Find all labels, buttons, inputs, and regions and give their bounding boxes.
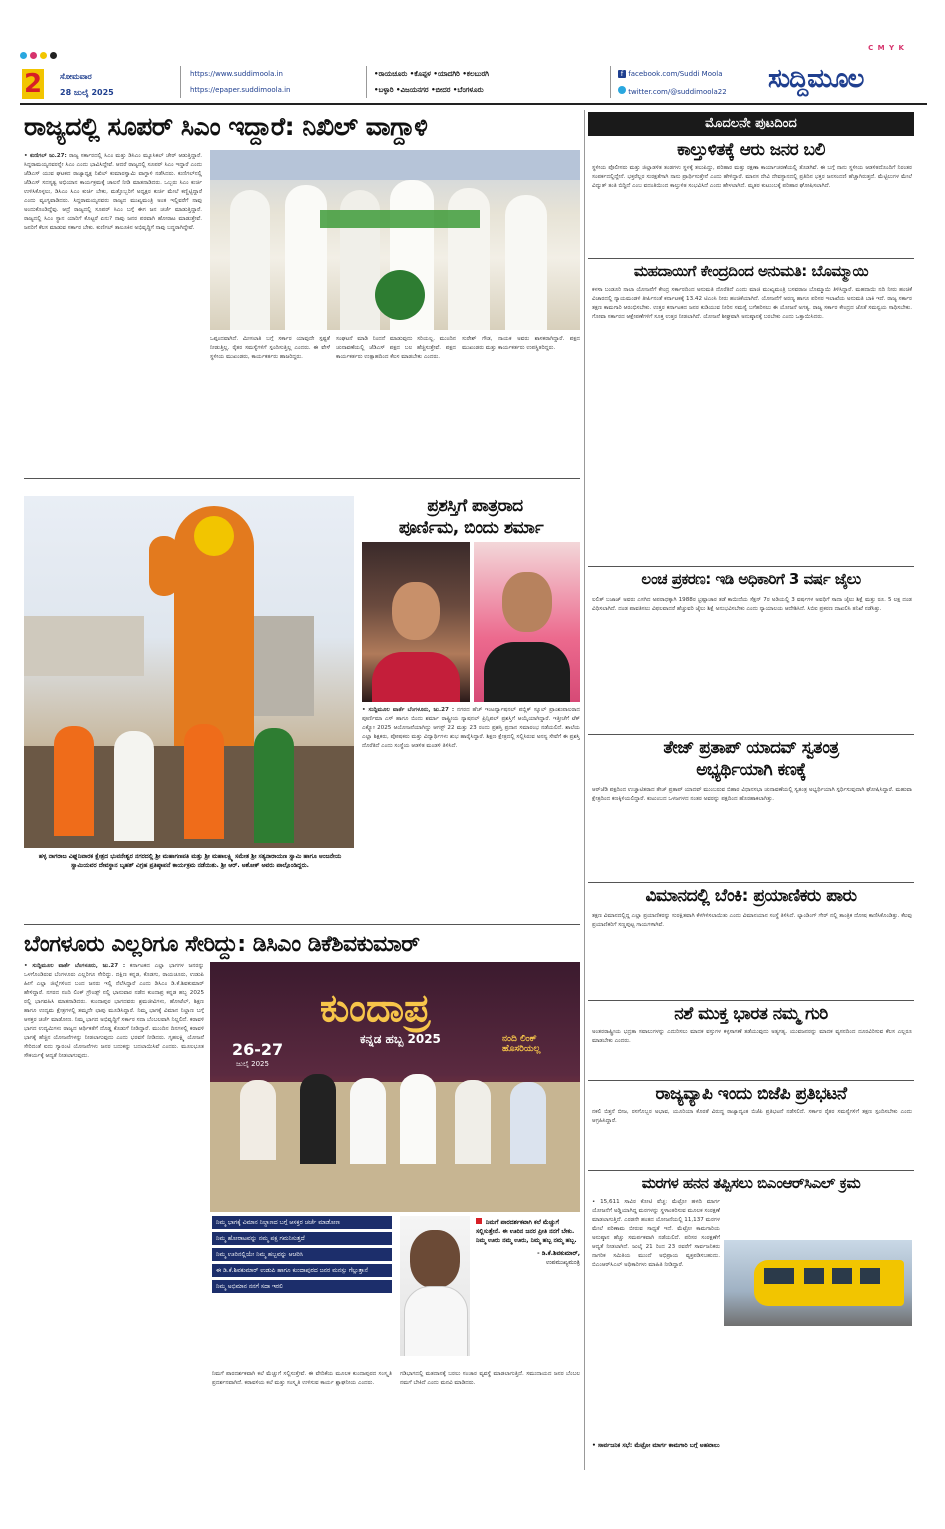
website-link[interactable]: https://www.suddimoola.in <box>190 70 283 78</box>
header-divider-1 <box>180 66 181 98</box>
lead-dateline: • ಕುಣಿಗಲ್ ಜು.27: <box>24 153 67 159</box>
event-dates: 26-27 <box>232 1040 284 1059</box>
registration-dots <box>20 44 60 63</box>
dks-column-mid: ನಿಮಗೆ ಪಾರದರ್ಶಕವಾಗಿ ಕಲೆ ಮೆಚ್ಚುಗೆ ಸಲ್ಲಿಸುತ್ತೇವೆ. ಈ ವೇದಿಕೆಯ ಮೂಲಕ ಕುಂದಾಪುರದ ಸಂಸ್ಕೃತಿ ಪ್ರದರ್ಶನವಾಗಿದೆ. ಕರಾವಳಿಯ ಕಲೆ ಮತ್ತು ಸಂಸ್ಕೃತಿ ಉಳಿಸುವ ಕಾರ್ಯ ಶ್ಲಾಘನೀಯ ಎಂದರು. <box>212 1371 392 1386</box>
kundapra-event-photo <box>210 962 580 1212</box>
event-banner-subtitle: ಕನ್ನಡ ಹಬ್ಬ 2025 <box>360 1032 441 1046</box>
sidebar-rule-5 <box>588 1000 914 1001</box>
cyan-dot <box>20 52 27 59</box>
lead-bottom-rule <box>24 478 580 479</box>
dks-quote: ನಿಮಗೆ ಪಾರದರ್ಶಕವಾಗಿ ಕಲೆ ಮೆಚ್ಚುಗೆ ಸಲ್ಲಿಸುತ್ತೇನೆ. ಈ ಊರಿನ ಜನರ ಪ್ರೀತಿ ನನಗೆ ಬೇಕು. ನಿಮ್ಮ ಊರು ನಮ್ಮ ಊರು, ನಿಮ್ಮ ಹಬ್ಬ ನಮ್ಮ ಹಬ್ಬ. <box>476 1219 577 1244</box>
sidebar-rule-4 <box>588 882 914 883</box>
event-banner-title: ಕುಂದಾಪ್ರ <box>320 986 431 1030</box>
temple-photo <box>24 496 354 848</box>
sidebar-rule-7 <box>588 1170 914 1171</box>
twitter-handle: twitter.com/@suddimoola22 <box>628 88 727 96</box>
lead-headline: ರಾಜ್ಯದಲ್ಲಿ ಸೂಪರ್ ಸಿಎಂ ಇದ್ದಾರೆ: ನಿಖಿಲ್ ವಾಗ್ದಾಳಿ <box>24 112 428 141</box>
yellow-dot <box>40 52 47 59</box>
issue-day: ಸೋಮವಾರ <box>60 72 92 81</box>
sidebar-body-3: ಲಲಿತ್ ಬಜಾಜ್ ಅವರು ಎಸಗಿದ ಅಪರಾಧಕ್ಕಾಗಿ 1988ರ ಭ್ರಷ್ಟಾಚಾರ ತಡೆ ಕಾಯಿದೆಯ ಸೆಕ್ಷನ್ 7ರ ಅಡಿಯಲ್ಲಿ 3 ವರ್ಷಗಳ ಅವಧಿಗೆ ಸಾದಾ ಜೈಲು ಶಿಕ್ಷೆ ಮತ್ತು ರೂ. 5 ಲಕ್ಷ ದಂಡ ವಿಧಿಸಲಾಗಿದೆ. ದಂಡ ಪಾವತಿಸಲು ವಿಫಲವಾದರೆ ಹೆಚ್ಚುವರಿ ಜೈಲು ಶಿಕ್ಷೆ ಅನುಭವಿಸಬೇಕು ಎಂದು ನ್ಯಾಯಾಲಯ ಆದೇಶಿಸಿದೆ. ಸಿಬಿಐ ಪ್ರಕರಣ ದಾಖಲಿಸಿ ತನಿಖೆ ನಡೆಸಿತ್ತು. <box>592 597 912 612</box>
sidebar-headline-5: ವಿಮಾನದಲ್ಲಿ ಬೆಂಕಿ: ಪ್ರಯಾಣಿಕರು ಪಾರು <box>645 886 857 906</box>
dks-column-right: ಗಡಿಭಾಗದಲ್ಲಿ ಮತದಾನಕ್ಕೆ ಬರಲು ಸಂಚಾರ ವ್ಯವಸ್ಥೆ ಮಾಡಲಾಗುತ್ತಿದೆ. ಸಮುದಾಯದ ಜನರ ಬೆಂಬಲ ನಮಗೆ ಬೇಕಿದೆ ಎಂದು ಮನವಿ ಮಾಡಿದರು. <box>400 1371 580 1386</box>
metro-train-photo <box>724 1240 912 1326</box>
lead-column-2: ಒಪ್ಪಂದವಾಗಿದೆ. ಮೀಸಲಾತಿ ಬಗ್ಗೆ ಸರ್ಕಾರ ಯಾವುದೇ ಸ್ಪಷ್ಟತೆ ನೀಡುತ್ತಿಲ್ಲ. ರೈತರ ಸಮಸ್ಯೆಗಳಿಗೆ ಸ್ಪಂದಿಸುತ್ತಿಲ್ಲ ಎಂದರು. ಈ ವೇಳೆ ಸ್ಥಳೀಯ ಮುಖಂಡರು, ಕಾರ್ಯಕರ್ತರು ಹಾಜರಿದ್ದರು. <box>210 336 330 360</box>
dks-body: ಕರ್ನಾಟಕದ ಎಲ್ಲಾ ಭಾಗಗಳ ಜನರನ್ನು ಒಳಗೊಂಡಿರುವ ಬೆಂಗಳೂರು ಎಲ್ಲರಿಗೂ ಸೇರಿದ್ದು. ದಕ್ಷಿಣ ಕನ್ನಡ, ಕೊಡಗು, ರಾಯಚೂರು, ಉಡುಪಿ ಹೀಗೆ ಎಲ್ಲಾ ಜಿಲ್ಲೆಗಳಿಂದ ಬಂದ ಜನರು ಇಲ್ಲಿ ನೆಲೆಸಿದ್ದಾರೆ ಎಂದು ಡಿಸಿಎಂ ಡಿ.ಕೆ.ಶಿವಕುಮಾರ್ ಹೇಳಿದ್ದಾರೆ. ನಗರದ ನಂದಿ ಲಿಂಕ್ ಗ್ರೌಂಡ್ಸ್ ನಲ್ಲಿ ಭಾನುವಾರ ನಡೆದ ಕುಂದಾಪ್ರ ಕನ್ನಡ ಹಬ್ಬ 2025 ರಲ್ಲಿ ಭಾಗವಹಿಸಿ ಮಾತನಾಡಿದರು. ಕುಂದಾಪುರ ಭಾಗದವರು ಶ್ರಮಜೀವಿಗಳು, ಹೋಟೆಲ್, ಶಿಕ್ಷಣ ಹಾಗೂ ಉದ್ಯಮ ಕ್ಷೇತ್ರಗಳಲ್ಲಿ ತಮ್ಮದೇ ಛಾಪು ಮೂಡಿಸಿದ್ದಾರೆ. ನಿಮ್ಮ ಭಾಗಕ್ಕೆ ವಿಮಾನ ನಿಲ್ದಾಣ ಬಗ್ಗೆ ಆಸಕ್ತರ ಚರ್ಚೆ ಮಾಡೋಣ. ನಿಮ್ಮ ಭಾಗದ ಅಭಿವೃದ್ಧಿಗೆ ಸರ್ಕಾರ ಸದಾ ಬೆಂಬಲವಾಗಿ ನಿಲ್ಲಲಿದೆ. ಕರಾವಳಿ ಭಾಗದ ಉದ್ಯಮಿಗಳು ರಾಜ್ಯದ ಆರ್ಥಿಕತೆಗೆ ದೊಡ್ಡ ಕೊಡುಗೆ ನೀಡಿದ್ದಾರೆ. ಮುಂದಿನ ದಿನಗಳಲ್ಲಿ ಕರಾವಳಿ ಭಾಗಕ್ಕೆ ಹೆಚ್ಚಿನ ಯೋಜನೆಗಳನ್ನು ನೀಡಲಾಗುವುದು ಎಂದು ಭರವಸೆ ನೀಡಿದರು. ಗೃಹಲಕ್ಷ್ಮಿ ಯೋಜನೆ ಸೇರಿದಂತೆ ಐದು ಗ್ಯಾರಂಟಿ ಯೋಜನೆಗಳು ಜನರ ಬದುಕನ್ನು ಬದಲಾಯಿಸಿವೆ ಎಂದರು. ಮೂಲಭೂತ ಸೌಕರ್ಯಕ್ಕೆ ಆದ್ಯತೆ ನೀಡಲಾಗುವುದು. <box>24 963 204 1059</box>
award-dateline: • ಸುದ್ದಿಮೂಲ ವಾರ್ತೆ ಬೆಂಗಳೂರು, ಜು.27 : <box>362 707 455 713</box>
brand-logo: ಸುದ್ದಿಮೂಲ <box>768 64 864 94</box>
sidebar-footer-note: • ಸಾರ್ವಜನಿಕ ಸಭೆ: ಮೆಟ್ರೋ ಮಾರ್ಗ ಕಾಮಗಾರಿ ಬಗ್ಗೆ ಅಹವಾಲು <box>592 1442 720 1449</box>
sidebar-headline-8: ಮರಗಳ ಹನನ ತಪ್ಪಿಸಲು ಬಿಎಂಆರ್‌ಸಿಎಲ್ ಕ್ರಮ <box>641 1174 861 1192</box>
award-headline-line-2: ಪೂರ್ಣಿಮ, ಬಿಂದು ಶರ್ಮಾ <box>398 518 544 538</box>
purnima-portrait <box>362 542 470 702</box>
sidebar-rule-3 <box>588 734 914 735</box>
sidebar-body-2: ಕಳಸಾ ಬಂಡೂರಿ ನಾಲಾ ಯೋಜನೆಗೆ ಕೇಂದ್ರ ಸರ್ಕಾರದಿಂದ ಅನುಮತಿ ದೊರೆತಿದೆ ಎಂದು ಮಾಜಿ ಮುಖ್ಯಮಂತ್ರಿ ಬಸವರಾಜ ಬೊಮ್ಮಾಯಿ ತಿಳಿಸಿದ್ದಾರೆ. ಮಹದಾಯಿ ನದಿ ನೀರು ಹಂಚಿಕೆ ವಿಚಾರದಲ್ಲಿ ನ್ಯಾಯಮಂಡಳಿ ತೀರ್ಪಿನಂತೆ ಕರ್ನಾಟಕಕ್ಕೆ 13.42 ಟಿಎಂಸಿ ನೀರು ಹಂಚಿಕೆಯಾಗಿದೆ. ಯೋಜನೆಗೆ ಅರಣ್ಯ ಹಾಗೂ ಪರಿಸರ ಇಲಾಖೆಯ ಅನುಮತಿ ಬಾಕಿ ಇದೆ. ರಾಜ್ಯ ಸರ್ಕಾರ ತಕ್ಷಣ ಕಾಮಗಾರಿ ಆರಂಭಿಸಬೇಕು. ಉತ್ತರ ಕರ್ನಾಟಕದ ಜನರ ಕುಡಿಯುವ ನೀರಿನ ಸಮಸ್ಯೆ ಬಗೆಹರಿಸಲು ಈ ಯೋಜನೆ ಅಗತ್ಯ. ರಾಜ್ಯ ಸರ್ಕಾರ ಕೇಂದ್ರದ ಜೊತೆ ಸಮನ್ವಯ ಸಾಧಿಸಬೇಕು. ಗೋವಾ ಸರ್ಕಾರದ ಆಕ್ಷೇಪಣೆಗಳಿಗೆ ಸೂಕ್ತ ಉತ್ತರ ನೀಡಲಾಗಿದೆ. ಯೋಜನೆ ಶೀಘ್ರವಾಗಿ ಅನುಷ್ಠಾನಕ್ಕೆ ಬರಬೇಕು ಎಂದು ಒತ್ತಾಯಿಸಿದರು. <box>592 287 912 320</box>
temple-photo-caption: ಹಳ್ಳ ನಾಗರಾಜ ವಿಘ್ನನಿವಾರಕ ಕ್ಷೇತ್ರದ ಭುವನೇಶ್ವರ ನಗರದಲ್ಲಿ ಶ್ರೀ ಮಹಾಗಣಪತಿ ಮತ್ತು ಶ್ರೀ ಮಹಾಲಕ್ಷ್ಮಿ ಸಮೇತ ಶ್ರೀ ಸತ್ಯನಾರಾಯಣ ಸ್ವಾಮಿ ಹಾಗೂ ಆಂಜನೇಯ ಸ್ವಾಮಿಯವರ ದೇವಸ್ಥಾನ ಬೃಹತ್ ವಿಗ್ರಹ ಪ್ರತಿಷ್ಠಾಪನೆ ಕಾರ್ಯಕ್ರಮ ನಡೆಯಿತು. ಶ್ರೀ ಆರ್. ಅಶೋಕ್ ಅವರು ಪಾಲ್ಗೊಂಡಿದ್ದರು. <box>38 853 342 869</box>
dks-bullet-5: ನಿಮ್ಮ ಅಭಿಮಾನ ನನಗೆ ಸದಾ ಇರಲಿ <box>212 1280 392 1293</box>
dks-quote-author: - ಡಿ.ಕೆ.ಶಿವಕುಮಾರ್, <box>537 1250 580 1257</box>
sidebar-headline-4b: ಅಭ್ಯರ್ಥಿಯಾಗಿ ಕಣಕ್ಕೆ <box>696 760 806 780</box>
facebook-handle: facebook.com/Suddi Moola <box>628 70 723 78</box>
twitter-icon <box>618 86 626 94</box>
dks-bullet-3: ನಿಮ್ಮ ಊರಿನಲ್ಲಿಯೇ ನಿಮ್ಮ ಹಬ್ಬವನ್ನು ಆಚರಿಸಿ <box>212 1248 392 1261</box>
lead-column-1 <box>24 152 202 467</box>
sidebar-rule-6 <box>588 1080 914 1081</box>
sidebar-headline-4a: ತೇಜ್ ಪ್ರತಾಪ್ ಯಾದವ್ ಸ್ವತಂತ್ರ <box>663 738 839 758</box>
editions-line-1: •ರಾಯಚೂರು •ಕೊಪ್ಪಳ •ಯಾದಗಿರಿ •ಕಲಬುರಗಿ <box>374 70 489 78</box>
cmyk-mark: C M Y K <box>868 44 905 52</box>
dks-bullet-2: ನಿಮ್ಮ ಹೋರಾಟವನ್ನು ನಮ್ಮ ಪಕ್ಷ ಗಮನಿಸುತ್ತದೆ <box>212 1232 392 1245</box>
dks-quote-role: ಉಪಮುಖ್ಯಮಂತ್ರಿ <box>545 1259 580 1266</box>
sidebar-body-7: ನಕಲಿ ಬಿತ್ತನೆ ಬೀಜ, ರಸಗೊಬ್ಬರ ಅಭಾವ, ಯೂರಿಯಾ ಕೊರತೆ ವಿರುದ್ಧ ರಾಜ್ಯಾದ್ಯಂತ ಬಿಜೆಪಿ ಪ್ರತಿಭಟನೆ ನಡೆಸಲಿದೆ. ಸರ್ಕಾರ ರೈತರ ಸಮಸ್ಯೆಗಳಿಗೆ ತಕ್ಷಣ ಸ್ಪಂದಿಸಬೇಕು ಎಂದು ಆಗ್ರಹಿಸಿದ್ದಾರೆ. <box>592 1109 912 1124</box>
mid-rule <box>24 924 580 925</box>
sidebar-body-5: ತಕ್ಷಣ ವಿಮಾನದಲ್ಲಿದ್ದ ಎಲ್ಲಾ ಪ್ರಯಾಣಿಕರನ್ನು ಸುರಕ್ಷಿತವಾಗಿ ಕೆಳಗಿಳಿಸಲಾಯಿತು ಎಂದು ವಿಮಾನಯಾನ ಸಂಸ್ಥೆ ತಿಳಿಸಿದೆ. ಲ್ಯಾಂಡಿಂಗ್ ಗೇರ್ ನಲ್ಲಿ ತಾಂತ್ರಿಕ ದೋಷ ಕಾಣಿಸಿಕೊಂಡಿತ್ತು. ಕೆಲವು ಪ್ರಯಾಣಿಕರಿಗೆ ಸಣ್ಣಪುಟ್ಟ ಗಾಯಗಳಾಗಿವೆ. <box>592 913 912 928</box>
black-dot <box>50 52 57 59</box>
sidebar-body-6: ಅಂತರರಾಷ್ಟ್ರೀಯ ಭದ್ರತಾ ಸವಾಲುಗಳನ್ನು ಎದುರಿಸಲು ಮಾದಕ ವಸ್ತುಗಳ ಕಳ್ಳಸಾಗಣೆ ತಡೆಯುವುದು ಅತ್ಯಗತ್ಯ. ಯುವಜನರನ್ನು ಮಾದಕ ವ್ಯಸನದಿಂದ ದೂರವಿರಿಸುವ ಕೆಲಸ ಎಲ್ಲರೂ ಮಾಡಬೇಕು ಎಂದರು. <box>592 1029 912 1044</box>
facebook-icon: f <box>618 70 626 78</box>
dks-bullets <box>212 1216 392 1296</box>
dks-headline: ಬೆಂಗಳೂರು ಎಲ್ಲರಿಗೂ ಸೇರಿದ್ದು: ಡಿಸಿಎಂ ಡಿಕೆಶಿವಕುಮಾರ್ <box>24 932 420 957</box>
award-body <box>362 706 580 886</box>
dks-portrait <box>400 1216 470 1356</box>
sidebar-headline-2: ಮಹದಾಯಿಗೆ ಕೇಂದ್ರದಿಂದ ಅನುಮತಿ: ಬೊಮ್ಮಾಯಿ <box>633 262 869 280</box>
header-divider-2 <box>366 66 367 98</box>
twitter-row[interactable] <box>618 86 727 96</box>
dks-bullet-1: ನಿಮ್ಮ ಭಾಗಕ್ಕೆ ವಿಮಾನ ನಿಲ್ದಾಣದ ಬಗ್ಗೆ ಆಸಕ್ತರ ಚರ್ಚೆ ಮಾಡೋಣ <box>212 1216 392 1229</box>
lead-column-3: ಸಂಘಟನೆ ಮಾಡಿ ನಿಂದನೆ ಮಾಡುವುದು ಸರಿಯಲ್ಲ. ಮುಂದಿನ ಚುನಾವಣೆಯಲ್ಲಿ ಜೆಡಿಎಸ್ ಪಕ್ಷದ ಬಲ ಹೆಚ್ಚಿಸುತ್ತೇವೆ. ಪಕ್ಷದ ಕಾರ್ಯಕರ್ತರು ಉತ್ಸಾಹದಿಂದ ಕೆಲಸ ಮಾಡಬೇಕು ಎಂದರು. <box>336 336 456 360</box>
lead-body-1: ರಾಜ್ಯ ಸರ್ಕಾರದಲ್ಲಿ ಸಿಎಂ ಮತ್ತು ಡಿಸಿಎಂ ಮ್ಯೂಸಿಕಲ್ ಚೇರ್ ಆಡುತ್ತಿದ್ದಾರೆ. ಸಿದ್ದರಾಮಯ್ಯನವರನ್ನೇ ಸಿಎಂ ಎಂದು ಭಾವಿಸಿದ್ದೇವೆ. ಆದರೆ ರಾಜ್ಯದಲ್ಲಿ ಸೂಪರ್ ಸಿಎಂ ಇದ್ದಾರೆ ಎಂದು ಜೆಡಿಎಸ್ ಯುವ ಘಟಕದ ರಾಜ್ಯಾಧ್ಯಕ್ಷ ನಿಖಿಲ್ ಕುಮಾರಸ್ವಾಮಿ ವಾಗ್ದಾಳಿ ನಡೆಸಿದರು. ಕುಣಿಗಲ್‌ನಲ್ಲಿ ಜೆಡಿಎಸ್ ಸದಸ್ಯತ್ವ ಅಭಿಯಾನ ಕಾರ್ಯಕ್ರಮಕ್ಕೆ ಚಾಲನೆ ನೀಡಿ ಮಾತನಾಡಿದರು. ಒಬ್ಬರು ಸಿಎಂ ಕುರ್ಚಿ ಉಳಿಸಿಕೊಳ್ಳಲು, ಡಿಸಿಎಂ ಸಿಎಂ ಕುರ್ಚಿ ಬೇಕು, ಮತ್ತೊಬ್ಬರಿಗೆ ಅಧ್ಯಕ್ಷರ ಕುರ್ಚಿ ಮೇಲೆ ಕಣ್ಣಿಟ್ಟಿದ್ದಾರೆ ಎಂದು ವ್ಯಂಗ್ಯವಾಡಿದರು. ಸಿದ್ದರಾಮಯ್ಯನವರು ರಾಜ್ಯದ ಮುಖ್ಯಮಂತ್ರಿ ಅಂತ ಇಲ್ಲಿವರೆಗೆ ನಾವು ಅಂದುಕೊಂಡಿದ್ದೆವು. ಆದ್ರೆ ರಾಜ್ಯದಲ್ಲಿ ಸೂಪರ್ ಸಿಎಂ ಬಗ್ಗೆ ಈಗ ಜನ ಚರ್ಚೆ ಮಾಡುತ್ತಿದ್ದಾರೆ. ರಾಜ್ಯದಲ್ಲಿ ಸಿಎಂ ಸ್ಥಾನ ಯಾರಿಗೆ ಕೊಟ್ಟರೆ ಏನು? ನಾವು ಜನರ ಪರವಾಗಿ ಹೋರಾಟ ಮಾಡುತ್ತೇವೆ. ಜನರಿಗೆ ಕೆಲಸ ಮಾಡುವ ಸರ್ಕಾರ ಬೇಕು. ಕುಣಿಗಲ್ ತಾಲೂಕಿನ ಅಭಿವೃದ್ಧಿಗೆ ನಾವು ಬದ್ಧರಾಗಿದ್ದೇವೆ. <box>24 153 202 231</box>
quote-icon <box>476 1218 482 1224</box>
lead-column-4: ಸುರೇಶ್ ಗೌಡ, ನಾಯಕ ಅವರು ಶಾಸಕರಾಗಿದ್ದಾರೆ. ಪಕ್ಷದ ಮುಖಂಡರು ಮತ್ತು ಕಾರ್ಯಕರ್ತರು ಉಪಸ್ಥಿತರಿದ್ದರು. <box>462 336 580 351</box>
event-venue: ನಂದಿ ಲಿಂಕ್ ಹೊಸರಿಯಲ್ಲ <box>502 1034 541 1054</box>
magenta-dot <box>30 52 37 59</box>
sidebar-headline-3: ಲಂಚ ಪ್ರಕರಣ: ಇಡಿ ಅಧಿಕಾರಿಗೆ 3 ವರ್ಷ ಜೈಲು <box>641 570 861 588</box>
award-headline-line-1: ಪ್ರಶಸ್ತಿಗೆ ಪಾತ್ರರಾದ <box>427 496 523 516</box>
dks-bullet-4: ಈ ಡಿ.ಕೆ.ಶಿವಕುಮಾರ್ ಉಡುಪಿ ಹಾಗೂ ಕುಂದಾಪುರದ ಜನರ ಮನಸ್ಸು ಗೆಲ್ಲುತ್ತಾನೆ <box>212 1264 392 1277</box>
facebook-row[interactable] <box>618 70 723 78</box>
sidebar-body-1: ಸ್ಥಳೀಯ ಪೊಲೀಸರು ಮತ್ತು ಜಿಲ್ಲಾಡಳಿತ ತಂಡಗಳು ಸ್ಥಳಕ್ಕೆ ತಲುಪಿದ್ದು, ಪರಿಹಾರ ಮತ್ತು ರಕ್ಷಣಾ ಕಾರ್ಯಾಚರಣೆಯಲ್ಲಿ ತೊಡಗಿವೆ. ಈ ಬಗ್ಗೆ ನಾನು ಸ್ಥಳೀಯ ಆಡಳಿತದೊಂದಿಗೆ ನಿರಂತರ ಸಂಪರ್ಕದಲ್ಲಿದ್ದೇನೆ. ಭಕ್ತರೆಲ್ಲರ ಸುರಕ್ಷತೆಗಾಗಿ ನಾನು ಪ್ರಾರ್ಥಿಸುತ್ತೇನೆ ಎಂದು ಹೇಳಿದ್ದಾರೆ. ಮಾನಸ ದೇವಿ ದೇವಸ್ಥಾನದಲ್ಲಿ ಪ್ರತಿದಿನ ಭಕ್ತರ ಜನಸಂದಣಿ ಹೆಚ್ಚಾಗಿರುತ್ತದೆ. ಮೆಟ್ಟಿಲುಗಳ ಮೇಲೆ ವಿದ್ಯುತ್ ತಂತಿ ಬಿದ್ದಿದೆ ಎಂಬ ವದಂತಿಯಿಂದ ಕಾಲ್ತುಳಿತ ಸಂಭವಿಸಿದೆ ಎಂದು ಹೇಳಲಾಗಿದೆ. ಮೃತರ ಕುಟುಂಬಕ್ಕೆ ಪರಿಹಾರ ಘೋಷಿಸಲಾಗಿದೆ. <box>592 165 912 189</box>
sidebar-headline-7: ರಾಜ್ಯವ್ಯಾಪಿ ಇಂದು ಬಿಜೆಪಿ ಪ್ರತಿಭಟನೆ <box>655 1084 847 1104</box>
sidebar-section-title: ಮೊದಲನೇ ಪುಟದಿಂದ <box>588 112 914 136</box>
sidebar-rule-1 <box>588 258 914 259</box>
sidebar-body-8b <box>724 1330 912 1440</box>
dks-dateline: • ಸುದ್ದಿಮೂಲ ವಾರ್ತೆ ಬೆಂಗಳೂರು, ಜು.27 : <box>24 963 126 969</box>
sidebar-headline-6: ನಶೆ ಮುಕ್ತ ಭಾರತ ನಮ್ಮ ಗುರಿ <box>674 1004 828 1024</box>
page-number: 2 <box>23 69 43 99</box>
bindu-portrait <box>474 542 580 702</box>
dks-quote-box <box>476 1218 580 1267</box>
lead-photo <box>210 150 580 330</box>
sidebar-rule-2 <box>588 566 914 567</box>
issue-date: 28 ಜುಲೈ 2025 <box>60 88 114 97</box>
dks-column-1 <box>24 962 204 1462</box>
sidebar-body-4: ಆರ್‌ಜೆಡಿ ಪಕ್ಷದಿಂದ ಉಚ್ಚಾಟಿತರಾದ ತೇಜ್ ಪ್ರತಾಪ್ ಯಾದವ್ ಮುಂಬರುವ ಬಿಹಾರ ವಿಧಾನಸಭಾ ಚುನಾವಣೆಯಲ್ಲಿ ಸ್ವತಂತ್ರ ಅಭ್ಯರ್ಥಿಯಾಗಿ ಸ್ಪರ್ಧಿಸುವುದಾಗಿ ಘೋಷಿಸಿದ್ದಾರೆ. ಮಹುವಾ ಕ್ಷೇತ್ರದಿಂದ ಕಣಕ್ಕಿಳಿಯಲಿದ್ದಾರೆ. ಕುಟುಂಬದ ಒಳಜಗಳದ ನಂತರ ಅವರನ್ನು ಪಕ್ಷದಿಂದ ಹೊರಹಾಕಲಾಗಿತ್ತು. <box>592 787 912 802</box>
epaper-link[interactable]: https://epaper.suddimoola.in <box>190 86 291 94</box>
award-text: ನಗರದ ಹೆಚ್ ಇಂಟರ್ನ್ಯಾಷನಲ್ ಪಬ್ಲಿಕ್ ಸ್ಕೂಲ್ ಪ್ರಾಂಶುಪಾಲರಾದ ಪೂರ್ಣಿಮಾ ಎಸ್ ಹಾಗೂ ಬಿಂದು ಶರ್ಮಾ ರಾಷ್ಟ್ರೀಯ ನ್ಯಾಷನಲ್ ಪ್ರಿನ್ಸಿಪಲ್ ಪ್ರಶಸ್ತಿಗೆ ಆಯ್ಕೆಯಾಗಿದ್ದಾರೆ. ಇತ್ತೀಚೆಗೆ ಟೆಕ್ ಎಕ್ಸ್ಪೋ 2025 ಆಯೋಜನೆಯಾಗಿದ್ದು ಆಗಸ್ಟ್ 22 ಮತ್ತು 23 ರಂದು ಪ್ರಶಸ್ತಿ ಪ್ರದಾನ ಸಮಾರಂಭ ನಡೆಯಲಿದೆ. ಶಾಲೆಯ ಎಲ್ಲಾ ಶಿಕ್ಷಕರು, ಪೋಷಕರು ಮತ್ತು ವಿದ್ಯಾರ್ಥಿಗಳು ಶುಭ ಹಾರೈಸಿದ್ದಾರೆ. ಶಿಕ್ಷಣ ಕ್ಷೇತ್ರದಲ್ಲಿ ಸಲ್ಲಿಸಿರುವ ಅನನ್ಯ ಸೇವೆಗೆ ಈ ಪ್ರಶಸ್ತಿ ದೊರೆತಿದೆ ಎಂದು ಸಂಸ್ಥೆಯ ಆಡಳಿತ ಮಂಡಳಿ ತಿಳಿಸಿದೆ. <box>362 707 580 749</box>
event-month: ಜುಲೈ 2025 <box>236 1060 269 1068</box>
masthead-rule <box>20 103 927 105</box>
sidebar-body-8: • 15,611 ಸಾವಿರ ಕೋಟಿ ವೆಚ್ಚ: ಮೆಟ್ರೋ ಹಳದಿ ಮಾರ್ಗ ಯೋಜನೆಗೆ ಅಡ್ಡಿಯಾಗಿದ್ದ ಮರಗಳನ್ನು ಸ್ಥಳಾಂತರಿಸುವ ಮೂಲಕ ಸಂರಕ್ಷಣೆ ಮಾಡಲಾಗುತ್ತಿದೆ. ಎರಡನೇ ಹಂತದ ಯೋಜನೆಯಲ್ಲಿ 11,137 ಮರಗಳ ಮೇಲೆ ಪರಿಣಾಮ ಬೀರುವ ಸಾಧ್ಯತೆ ಇದೆ. ಮೆಟ್ರೋ ಕಾಮಗಾರಿಯ ಅನುಷ್ಠಾನ ಹೆಚ್ಚು ಸಮರ್ಪಕವಾಗಿ ನಡೆಯಲಿದೆ. ಪರಿಸರ ಸಂರಕ್ಷಣೆಗೆ ಆದ್ಯತೆ ನೀಡಲಾಗಿದೆ. ಜುಲೈ 21 ರಿಂದ 23 ರವರೆಗೆ ಸಾರ್ವಜನಿಕರು ನಾಗರಿಕ ಸಮಿತಿಯ ಮುಂದೆ ಅಭಿಪ್ರಾಯ ವ್ಯಕ್ತಪಡಿಸಬಹುದು. ಬಿಎಂಆರ್‌ಸಿಎಲ್ ಅಧಿಕಾರಿಗಳು ಮಾಹಿತಿ ನೀಡಿದ್ದಾರೆ. <box>592 1199 720 1268</box>
sidebar-headline-1: ಕಾಲ್ತುಳಿತಕ್ಕೆ ಆರು ಜನರ ಬಲಿ <box>677 140 825 160</box>
header-divider-3 <box>610 66 611 98</box>
column-divider <box>584 110 585 1470</box>
editions-line-2: •ಬಳ್ಳಾರಿ •ವಿಜಯನಗರ •ಬೀದರ •ಬೆಂಗಳೂರು <box>374 86 484 94</box>
